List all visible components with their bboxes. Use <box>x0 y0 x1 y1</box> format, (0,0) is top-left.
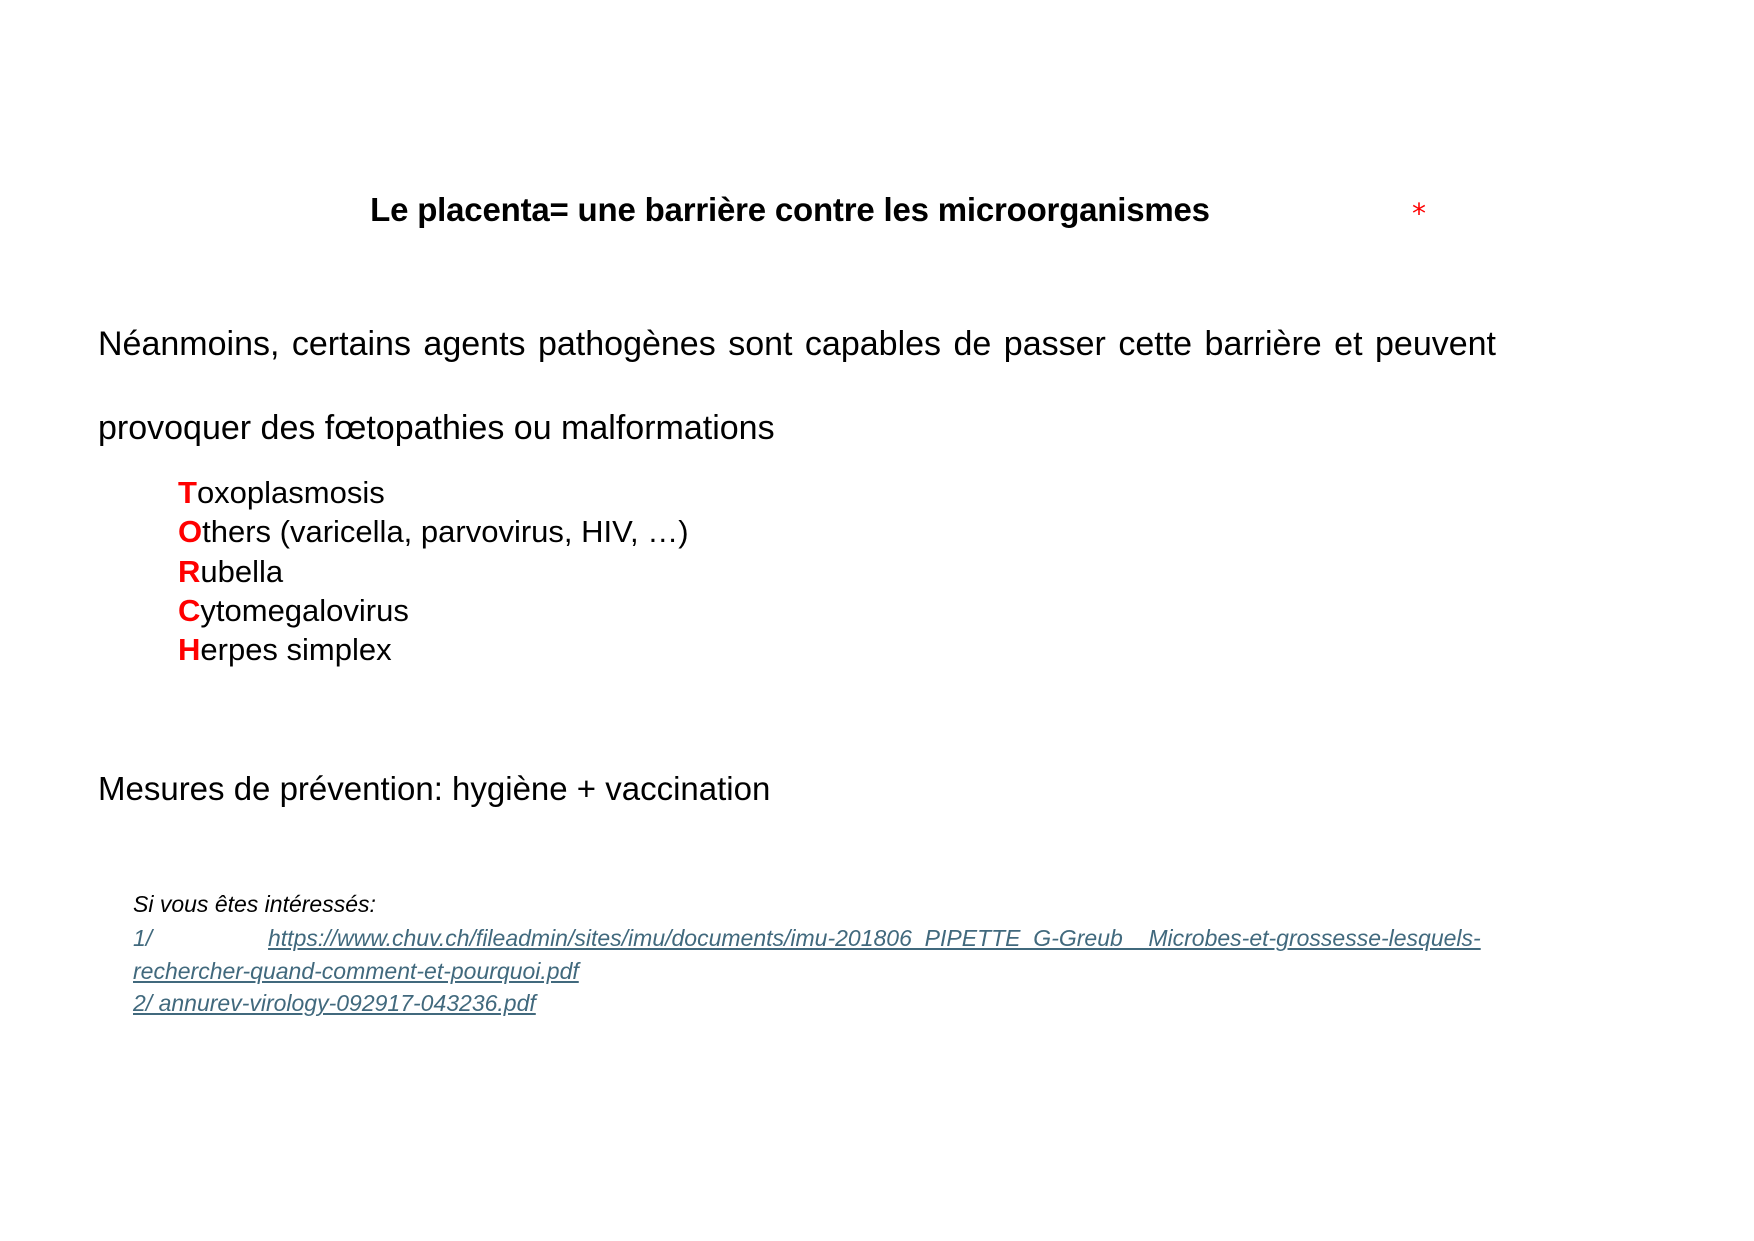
references-link-list <box>133 922 1505 1019</box>
torch-label-cytomegalovirus: ytomegalovirus <box>200 593 409 629</box>
references-intro-label: Si vous êtes intéressés: <box>133 891 376 917</box>
torch-initial-r: R <box>178 553 201 589</box>
intro-paragraph-line-2: provoquer des fœtopathies ou malformations <box>98 409 775 448</box>
list-item <box>178 630 689 669</box>
torch-list <box>178 473 689 670</box>
list-item <box>178 473 689 512</box>
references-block <box>133 888 1505 1020</box>
torch-initial-c: C <box>178 593 201 629</box>
page-title: Le placenta= une barrière contre les microorganismes <box>370 191 1210 228</box>
list-item <box>178 552 689 591</box>
intro-paragraph <box>98 323 1496 449</box>
reference-link-1[interactable] <box>133 922 1505 987</box>
torch-label-herpes-simplex: erpes simplex <box>200 632 392 668</box>
title-footnote-asterisk: * <box>1412 197 1426 230</box>
torch-label-others: thers (varicella, parvovirus, HIV, …) <box>202 514 689 550</box>
intro-paragraph-line-1: Néanmoins, certains agents pathogènes sont capables de passer cette barrière et peuvent <box>98 325 1496 363</box>
list-item <box>178 512 689 551</box>
list-item <box>178 591 689 630</box>
torch-initial-h: H <box>178 632 201 668</box>
reference-link-2[interactable]: 2/ annurev-virology-092917-043236.pdf <box>133 990 536 1017</box>
torch-label-rubella: ubella <box>200 553 284 589</box>
reference-link-1-url: https://www.chuv.ch/fileadmin/sites/imu/documents/imu-201806_PIPETTE_G-Greub__Microbes-et-grossesse-lesquels-rechercher-quand-comment-et-pourquoi.pdf <box>133 925 1481 984</box>
reference-link-1-index: 1/ <box>133 925 153 952</box>
prevention-measures-text: Mesures de prévention: hygiène + vaccination <box>98 770 771 807</box>
torch-label-toxoplasmosis: oxoplasmosis <box>196 475 385 510</box>
torch-initial-t: T <box>178 475 197 510</box>
torch-initial-o: O <box>178 514 203 550</box>
